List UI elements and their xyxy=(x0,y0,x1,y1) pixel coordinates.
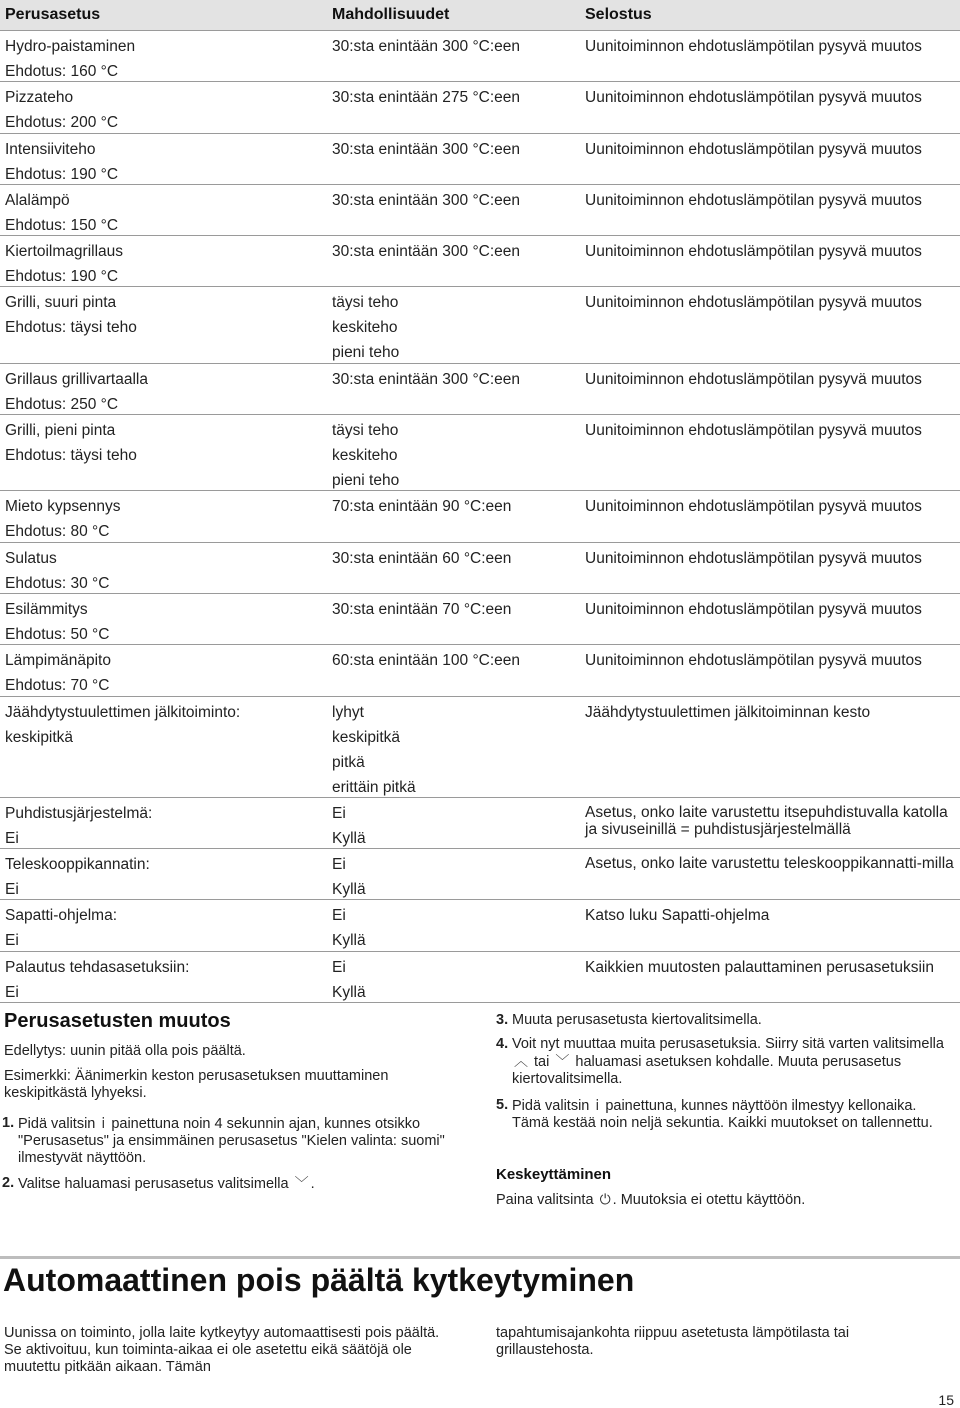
options-cell xyxy=(332,494,511,519)
header-setting: Perusasetus xyxy=(5,6,101,23)
setting-cell xyxy=(5,903,117,953)
setting-cell xyxy=(5,418,137,468)
table-row xyxy=(0,900,960,951)
description-cell xyxy=(585,700,870,725)
options-cell-line: 30:sta enintään 60 °C:een xyxy=(332,549,512,567)
setting-cell xyxy=(5,494,120,544)
setting-cell-line: Kiertoilmagrillaus xyxy=(5,243,124,261)
table-row xyxy=(0,798,960,849)
chevron-down-icon: ﹀ xyxy=(555,1053,570,1069)
options-cell-line: pitkä xyxy=(332,753,365,771)
description-cell xyxy=(585,855,955,872)
setting-cell-line: Ehdotus: 200 °C xyxy=(5,114,119,132)
header-description: Selostus xyxy=(585,6,652,23)
header-options: Mahdollisuudet xyxy=(332,6,450,23)
cancel-text: Paina valitsinta ⏻ . Muutoksia ei otettu käyttöön. xyxy=(496,1191,806,1208)
setting-cell-line: Alalämpö xyxy=(5,191,70,209)
options-cell xyxy=(332,239,520,264)
options-cell-line: keskiteho xyxy=(332,319,398,337)
description-cell-line: Uunitoiminnon ehdotuslämpötilan pysyvä muutos xyxy=(585,422,922,440)
setting-cell-line: Ehdotus: 50 °C xyxy=(5,625,110,643)
options-cell-line: erittäin pitkä xyxy=(332,778,416,796)
setting-cell-line: Jäähdytystuulettimen jälkitoiminto: xyxy=(5,703,241,721)
table-row xyxy=(0,697,960,798)
setting-cell xyxy=(5,85,118,135)
options-cell xyxy=(332,290,399,365)
options-cell-line: Kyllä xyxy=(332,829,366,847)
options-cell-line: keskipitkä xyxy=(332,728,401,746)
options-cell xyxy=(332,34,520,59)
setting-cell xyxy=(5,597,109,647)
description-cell xyxy=(585,903,769,928)
setting-cell-line: Intensiiviteho xyxy=(5,140,96,158)
setting-cell-line: Grilli, pieni pinta xyxy=(5,422,116,440)
chevron-up-icon: ︿ xyxy=(514,1053,528,1069)
description-cell-line: Uunitoiminnon ehdotuslämpötilan pysyvä muutos xyxy=(585,89,922,107)
power-button-icon: ⏻ xyxy=(599,1191,611,1207)
setting-cell xyxy=(5,367,148,417)
setting-cell-line: Ehdotus: 30 °C xyxy=(5,574,110,592)
setting-cell xyxy=(5,955,189,1005)
table-header xyxy=(0,0,960,31)
description-cell-line: Uunitoiminnon ehdotuslämpötilan pysyvä muutos xyxy=(585,243,922,261)
setting-cell xyxy=(5,188,118,238)
description-cell xyxy=(585,494,922,519)
setting-cell-line: Ehdotus: täysi teho xyxy=(5,447,137,465)
options-cell-line: Ei xyxy=(332,804,346,822)
section-heading-changes: Perusasetusten muutos xyxy=(4,1010,231,1032)
setting-cell-line: Ehdotus: täysi teho xyxy=(5,319,137,337)
step-3: 3. Muuta perusasetusta kiertovalitsimella. xyxy=(496,1012,762,1028)
options-cell-line: täysi teho xyxy=(332,422,399,440)
options-cell-line: 30:sta enintään 300 °C:een xyxy=(332,191,521,209)
table-row xyxy=(0,952,960,1003)
table-row xyxy=(0,543,960,594)
options-cell-line: 70:sta enintään 90 °C:een xyxy=(332,498,512,516)
options-cell xyxy=(332,367,520,392)
setting-cell-line: Ehdotus: 190 °C xyxy=(5,165,119,183)
options-cell-line: Kyllä xyxy=(332,881,366,899)
description-cell xyxy=(585,85,922,110)
setting-cell xyxy=(5,290,137,340)
options-cell xyxy=(332,903,366,953)
table-row xyxy=(0,364,960,415)
table-row xyxy=(0,31,960,82)
description-cell xyxy=(585,188,922,213)
setting-cell xyxy=(5,34,135,84)
description-cell-line: Asetus, onko laite varustettu itsepuhdistuvalla katolla ja sivuseinillä = puhdistusjärjestelmällä xyxy=(585,803,948,838)
example-text: Esimerkki: Äänimerkin keston perusasetuksen muuttaminen keskipitkästä lyhyeksi. xyxy=(4,1068,389,1101)
setting-cell xyxy=(5,648,111,698)
auto-off-text-col1: Uunissa on toiminto, jolla laite kytkeytyy automaattisesti pois päältä. Se aktivoituu, kun toiminta-aikaa ei ole asetettu eikä säätöjä ole muutettu pitkään aikaan. Tämän xyxy=(4,1325,440,1375)
options-cell xyxy=(332,137,520,162)
description-cell-line: Uunitoiminnon ehdotuslämpötilan pysyvä muutos xyxy=(585,370,922,388)
table-row xyxy=(0,491,960,542)
setting-cell-line: Ehdotus: 250 °C xyxy=(5,395,119,413)
options-cell xyxy=(332,955,366,1005)
options-cell-line: 60:sta enintään 100 °C:een xyxy=(332,652,521,670)
setting-cell-line: Lämpimänäpito xyxy=(5,652,111,670)
description-cell-line: Uunitoiminnon ehdotuslämpötilan pysyvä muutos xyxy=(585,652,922,670)
options-cell-line: 30:sta enintään 300 °C:een xyxy=(332,370,521,388)
info-button-icon: ⅰ xyxy=(101,1115,106,1131)
description-cell-line: Uunitoiminnon ehdotuslämpötilan pysyvä muutos xyxy=(585,600,922,618)
setting-cell-line: Ehdotus: 80 °C xyxy=(5,523,110,541)
setting-cell xyxy=(5,801,152,851)
step-5: 5. Pidä valitsin ⅰ painettuna, kunnes näyttöön ilmestyy kellonaika. Tämä kestää noin neljä sekuntia. Kaikki muutokset on tallennettu. xyxy=(496,1097,933,1131)
setting-cell-line: Ehdotus: 150 °C xyxy=(5,216,119,234)
setting-cell-line: Puhdistusjärjestelmä: xyxy=(5,804,153,822)
options-cell-line: täysi teho xyxy=(332,294,399,312)
setting-cell-line: Ei xyxy=(5,983,19,1001)
table-row xyxy=(0,185,960,236)
page-number: 15 xyxy=(938,1392,954,1408)
table-row xyxy=(0,849,960,900)
setting-cell-line: Grillaus grillivartaalla xyxy=(5,370,148,388)
setting-cell-line: Sulatus xyxy=(5,549,57,567)
setting-cell xyxy=(5,239,123,289)
description-cell-line: Katso luku Sapatti-ohjelma xyxy=(585,907,770,925)
options-cell xyxy=(332,648,520,673)
setting-cell xyxy=(5,700,240,750)
options-cell-line: Ei xyxy=(332,856,346,874)
table-row xyxy=(0,645,960,696)
options-cell xyxy=(332,700,416,800)
options-cell-line: 30:sta enintään 300 °C:een xyxy=(332,140,521,158)
options-cell xyxy=(332,546,511,571)
setting-cell-line: Grilli, suuri pinta xyxy=(5,294,117,312)
options-cell-line: 30:sta enintään 70 °C:een xyxy=(332,600,512,618)
table-row xyxy=(0,594,960,645)
setting-cell-line: Esilämmitys xyxy=(5,600,88,618)
options-cell xyxy=(332,188,520,213)
options-cell-line: 30:sta enintään 275 °C:een xyxy=(332,89,521,107)
description-cell-line: Uunitoiminnon ehdotuslämpötilan pysyvä muutos xyxy=(585,191,922,209)
setting-cell-line: Ei xyxy=(5,881,19,899)
description-cell xyxy=(585,137,922,162)
description-cell xyxy=(585,418,922,443)
setting-cell xyxy=(5,137,118,187)
options-cell-line: pieni teho xyxy=(332,472,400,490)
setting-cell-line: Hydro-paistaminen xyxy=(5,38,136,55)
table-row xyxy=(0,236,960,287)
description-cell xyxy=(585,34,922,59)
options-cell xyxy=(332,85,520,110)
setting-cell-line: Palautus tehdasasetuksiin: xyxy=(5,958,190,976)
description-cell-line: Jäähdytystuulettimen jälkitoiminnan kesto xyxy=(585,703,871,721)
setting-cell-line: Sapatti-ohjelma: xyxy=(5,907,118,925)
description-cell-line: Uunitoiminnon ehdotuslämpötilan pysyvä muutos xyxy=(585,498,922,516)
description-cell xyxy=(585,290,922,315)
description-cell xyxy=(585,367,922,392)
options-cell-line: lyhyt xyxy=(332,703,364,721)
description-cell xyxy=(585,546,922,571)
description-cell xyxy=(585,955,934,980)
info-button-icon: ⅰ xyxy=(595,1097,600,1113)
options-cell-line: 30:sta enintään 300 °C:een xyxy=(332,243,521,261)
options-cell xyxy=(332,418,399,493)
setting-cell-line: Ehdotus: 190 °C xyxy=(5,268,119,286)
setting-cell-line: keskipitkä xyxy=(5,728,74,746)
options-cell-line: keskiteho xyxy=(332,447,398,465)
page-title: Automaattinen pois päältä kytkeytyminen xyxy=(3,1262,635,1298)
setting-cell xyxy=(5,546,109,596)
description-cell-line: Uunitoiminnon ehdotuslämpötilan pysyvä muutos xyxy=(585,294,922,312)
options-cell-line: Ei xyxy=(332,958,346,976)
description-cell xyxy=(585,597,922,622)
table-body xyxy=(0,31,960,1003)
description-cell-line: Asetus, onko laite varustettu teleskooppikannatti-milla xyxy=(585,855,954,873)
table-row xyxy=(0,82,960,133)
options-cell xyxy=(332,852,366,902)
setting-cell xyxy=(5,852,150,902)
description-cell-line: Uunitoiminnon ehdotuslämpötilan pysyvä muutos xyxy=(585,38,922,55)
description-cell-line: Uunitoiminnon ehdotuslämpötilan pysyvä muutos xyxy=(585,549,922,567)
setting-cell-line: Teleskooppikannatin: xyxy=(5,856,150,874)
options-cell-line: 30:sta enintään 300 °C:een xyxy=(332,38,521,55)
table-row xyxy=(0,415,960,491)
cancel-heading: Keskeyttäminen xyxy=(496,1166,612,1183)
section-divider xyxy=(0,1256,960,1259)
description-cell xyxy=(585,648,922,673)
step-2: 2. Valitse haluamasi perusasetus valitsimella ﹀ . xyxy=(2,1175,315,1192)
options-cell xyxy=(332,597,511,622)
options-cell-line: Kyllä xyxy=(332,983,366,1001)
setting-cell-line: Ei xyxy=(5,829,19,847)
step-4: 4. Voit nyt muuttaa muita perusasetuksia. Siirry sitä varten valitsimella ︿ tai ﹀ haluamasi asetuksen kohdalle. Muuta perusasetus kiertovalitsimella. xyxy=(496,1036,944,1087)
chevron-down-icon: ﹀ xyxy=(294,1175,309,1191)
auto-off-text-col2: tapahtumisajankohta riippuu asetetusta lämpötilasta tai grillaustehosta. xyxy=(496,1325,850,1358)
setting-cell-line: Pizzateho xyxy=(5,89,74,107)
options-cell-line: pieni teho xyxy=(332,344,400,362)
table-row xyxy=(0,134,960,185)
description-cell-line: Kaikkien muutosten palauttaminen perusasetuksiin xyxy=(585,958,934,976)
options-cell-line: Kyllä xyxy=(332,932,366,950)
step-1: 1. Pidä valitsin ⅰ painettuna noin 4 sekunnin ajan, kunnes otsikko "Perusasetus" ja ensimmäinen perusasetus "Kielen valinta: suomi" ilmestyvät näyttöön. xyxy=(2,1115,445,1166)
options-cell-line: Ei xyxy=(332,907,346,925)
setting-cell-line: Mieto kypsennys xyxy=(5,498,121,516)
setting-cell-line: Ei xyxy=(5,932,19,950)
setting-cell-line: Ehdotus: 70 °C xyxy=(5,677,110,695)
description-cell-line: Uunitoiminnon ehdotuslämpötilan pysyvä muutos xyxy=(585,140,922,158)
table-row xyxy=(0,287,960,363)
options-cell xyxy=(332,801,366,851)
description-cell xyxy=(585,804,955,838)
description-cell xyxy=(585,239,922,264)
prerequisite-text: Edellytys: uunin pitää olla pois päältä. xyxy=(4,1043,246,1059)
setting-cell-line: Ehdotus: 160 °C xyxy=(5,63,119,80)
